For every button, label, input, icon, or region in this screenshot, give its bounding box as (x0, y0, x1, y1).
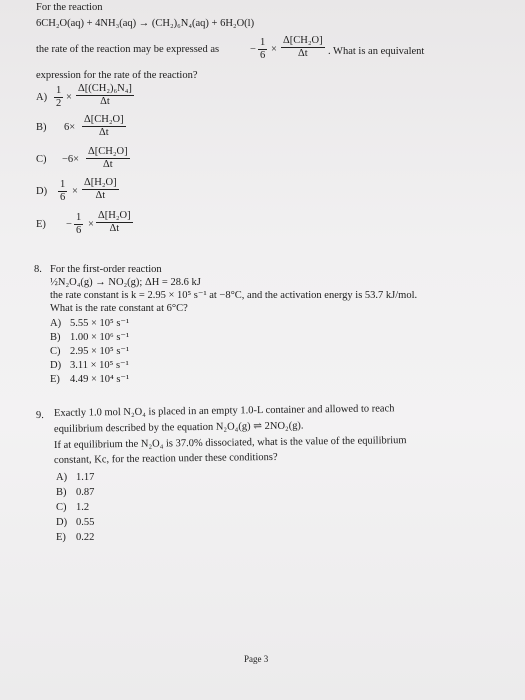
q9-option-e-letter: E) (56, 532, 66, 543)
q9-option-e-text: 0.22 (76, 532, 95, 543)
q8-line4: What is the rate constant at 6°C? (50, 303, 188, 314)
q9-option-c-text: 1.2 (76, 502, 90, 513)
q7-option-e-times: × (88, 219, 94, 230)
q8-option-d-text: 3.11 × 10⁵ s⁻¹ (70, 360, 129, 371)
q7-option-c-fraction: $\frac{\text{Δ[CH₂O]}}{\Delta t}$ (88, 146, 128, 170)
q7-option-d-times: × (72, 186, 78, 197)
q8-number: 8. (34, 264, 42, 275)
q7-option-b-letter: B) (36, 122, 47, 133)
q9-line1: Exactly 1.0 mol N₂O₄ is placed in an empty 1.0-L container and allowed to reach (53, 403, 395, 419)
q7-option-e-letter: E) (36, 219, 46, 230)
q7-option-d-fraction: $\frac{\text{Δ[H₂O]}}{\Delta t}$ (84, 177, 117, 201)
q7-option-a-letter: A) (36, 92, 48, 103)
q7-option-e-sign: − (66, 219, 72, 230)
q9-line2: equilibrium described by the equation N₂O₄(g) ⇌ 2NO₂(g). (53, 420, 304, 435)
q9-option-c-letter: C) (56, 502, 67, 513)
q7-stem-a: the rate of the reaction may be expressed as (36, 44, 220, 55)
q9-line3: If at equilibrium the N₂O₄ is 37.0% dissociated, what is the value of the equilibrium (53, 435, 407, 451)
q8-option-e-text: 4.49 × 10⁴ s⁻¹ (70, 374, 130, 385)
q7-intro: For the reaction (36, 2, 103, 13)
q7-rate-fraction: $\frac{\text{Δ[CH₂O]}}{\Delta t}$ (283, 35, 323, 59)
q8-option-c-text: 2.95 × 10⁵ s⁻¹ (70, 346, 130, 357)
q8-option-c-letter: C) (50, 346, 61, 357)
q8-line1: For the first-order reaction (50, 264, 162, 275)
q9-line4: constant, Kc, for the reaction under these conditions? (53, 451, 278, 466)
q8-option-a-text: 5.55 × 10⁵ s⁻¹ (70, 318, 130, 329)
q7-reaction: 6CH₂O(aq) + 4NH₃(aq) → (CH₂)₆N₄(aq) + 6H₂O(l) (36, 18, 255, 29)
q9-option-b-letter: B) (56, 487, 67, 498)
q7-option-d-letter: D) (36, 186, 48, 197)
q8-option-a-letter: A) (50, 318, 62, 329)
q7-option-c-coef: −6× (62, 154, 80, 165)
q8-option-b-text: 1.00 × 10⁶ s⁻¹ (70, 332, 130, 343)
q9-number: 9. (35, 409, 44, 422)
q8-line3: the rate constant is k = 2.95 × 10⁵ s⁻¹ at −8°C, and the activation energy is 53.7 kJ/mol. (50, 290, 418, 301)
q9-option-d-letter: D) (56, 517, 68, 528)
q7-option-e-fraction: $\frac{\text{Δ[H₂O]}}{\Delta t}$ (98, 210, 131, 234)
q7-option-a-times: × (66, 92, 72, 103)
page-number: Page 3 (244, 654, 269, 664)
q7-option-d-coef: $\frac{1}{6}$ (60, 179, 66, 203)
q7-option-b-coef: 6× (64, 122, 76, 133)
q9-option-d-text: 0.55 (76, 517, 95, 528)
q7-option-a-coef: $\frac{1}{2}$ (56, 85, 62, 109)
q7-option-a-fraction: $\frac{\text{Δ[(CH₂)₆N₄]}}{\Delta t}$ (78, 83, 132, 107)
q9-option-a-text: 1.17 (76, 472, 95, 483)
q9-option-b-text: 0.87 (76, 487, 95, 498)
q7-option-b-fraction: $\frac{\text{Δ[CH₂O]}}{\Delta t}$ (84, 114, 124, 138)
q8-option-d-letter: D) (50, 360, 62, 371)
q7-option-e-coef: $\frac{1}{6}$ (76, 212, 82, 236)
q7-option-c-letter: C) (36, 154, 47, 165)
q7-rate-coef: $\frac{1}{6}$ (260, 37, 266, 61)
q7-rate-times: × (271, 44, 277, 55)
q8-option-b-letter: B) (50, 332, 61, 343)
q8-line2: ½N₂O₄(g) → NO₂(g); ΔH = 28.6 kJ (50, 277, 201, 288)
q8-option-e-letter: E) (50, 374, 60, 385)
q9-option-a-letter: A) (56, 472, 68, 483)
q7-rate-sign: − (250, 44, 256, 55)
q7-stem-c: expression for the rate of the reaction? (36, 70, 198, 81)
q7-stem-b: . What is an equivalent (328, 46, 425, 57)
